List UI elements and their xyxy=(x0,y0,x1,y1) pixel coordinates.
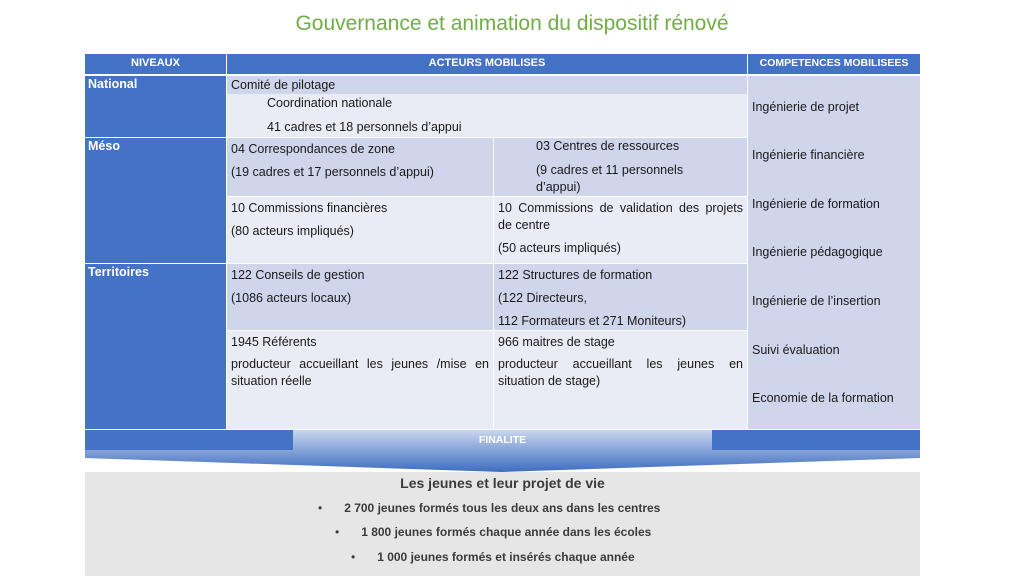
competence-item: Economie de la formation xyxy=(752,391,894,405)
meso-correspondances-cell xyxy=(227,137,493,196)
territoires-structures-detail1: (122 Directeurs, xyxy=(498,291,587,305)
level-territoires: Territoires xyxy=(85,263,226,429)
territoires-referents-detail: producteur accueillant les jeunes /mise en situation réelle xyxy=(231,357,489,388)
territoires-maitres-detail: producteur accueillant les jeunes en situation de stage) xyxy=(498,357,743,388)
competence-item: Ingénierie financière xyxy=(752,148,865,162)
national-coordination-cell xyxy=(227,94,747,137)
finalite-bullet xyxy=(318,501,660,515)
national-comite-cell xyxy=(227,76,747,94)
meso-commissions-fin: 10 Commissions financières xyxy=(231,201,388,215)
finalite-bullet xyxy=(351,550,635,564)
competence-item: Suivi évaluation xyxy=(752,343,840,357)
meso-commissions-fin-cell xyxy=(227,197,493,263)
territoires-maitres-cell xyxy=(494,330,747,429)
meso-commissions-val-cell xyxy=(494,197,747,263)
territoires-structures-detail2: 112 Formateurs et 271 Moniteurs) xyxy=(498,314,687,328)
page-title: Gouvernance et animation du dispositif rénové xyxy=(295,12,729,35)
territoires-conseils-cell xyxy=(227,263,493,330)
meso-commissions-val: 10 Commissions de validation des projets de centre xyxy=(498,201,743,232)
meso-correspondances: 04 Correspondances de zone xyxy=(231,142,396,156)
competence-item: Ingénierie pédagogique xyxy=(752,245,883,259)
bullet-icon: • xyxy=(318,501,323,515)
territoires-referents-cell xyxy=(227,330,493,429)
competence-item: Ingénierie de l’insertion xyxy=(752,294,881,308)
finalite-bullet-text: 1 800 jeunes formés chaque année dans les écoles xyxy=(361,525,652,539)
level-national: National xyxy=(85,76,226,137)
finalite-panel xyxy=(85,472,920,576)
bullet-icon: • xyxy=(335,525,340,539)
national-cadres: 41 cadres et 18 personnels d’appui xyxy=(267,120,462,134)
competence-item: Ingénierie de projet xyxy=(752,100,860,114)
meso-centres-detail: (9 cadres et 11 personnels d’appui) xyxy=(536,163,684,194)
finalite-heading: Les jeunes et leur projet de vie xyxy=(400,475,605,491)
national-coordination: Coordination nationale xyxy=(267,96,393,110)
finalite-label: FINALITE xyxy=(478,434,527,446)
finalite-bullet xyxy=(335,525,651,539)
territoires-structures-cell xyxy=(494,263,747,330)
territoires-conseils-detail: (1086 acteurs locaux) xyxy=(231,291,352,305)
header-competences: COMPETENCES MOBILISEES xyxy=(748,54,920,74)
finalite-bullet-text: 2 700 jeunes formés tous les deux ans dans les centres xyxy=(344,501,661,515)
meso-centres: 03 Centres de ressources xyxy=(536,139,680,153)
meso-correspondances-detail: (19 cadres et 17 personnels d’appui) xyxy=(231,165,434,179)
meso-commissions-fin-detail: (80 acteurs impliqués) xyxy=(231,224,354,238)
territoires-conseils: 122 Conseils de gestion xyxy=(231,268,365,282)
competences-column xyxy=(748,76,920,429)
competence-item: Ingénierie de formation xyxy=(752,197,880,211)
finalite-bullet-text: 1 000 jeunes formés et insérés chaque année xyxy=(377,550,635,564)
national-comite: Comité de pilotage xyxy=(231,78,336,92)
meso-commissions-val-detail: (50 acteurs impliqués) xyxy=(498,241,621,255)
header-niveaux: NIVEAUX xyxy=(85,54,226,74)
bullet-icon: • xyxy=(351,550,356,564)
territoires-maitres: 966 maitres de stage xyxy=(498,335,615,349)
header-acteurs: ACTEURS MOBILISES xyxy=(227,54,747,74)
level-meso: Méso xyxy=(85,137,226,263)
meso-centres-cell xyxy=(494,137,747,196)
territoires-structures: 122 Structures de formation xyxy=(498,268,653,282)
territoires-referents: 1945 Référents xyxy=(231,335,317,349)
